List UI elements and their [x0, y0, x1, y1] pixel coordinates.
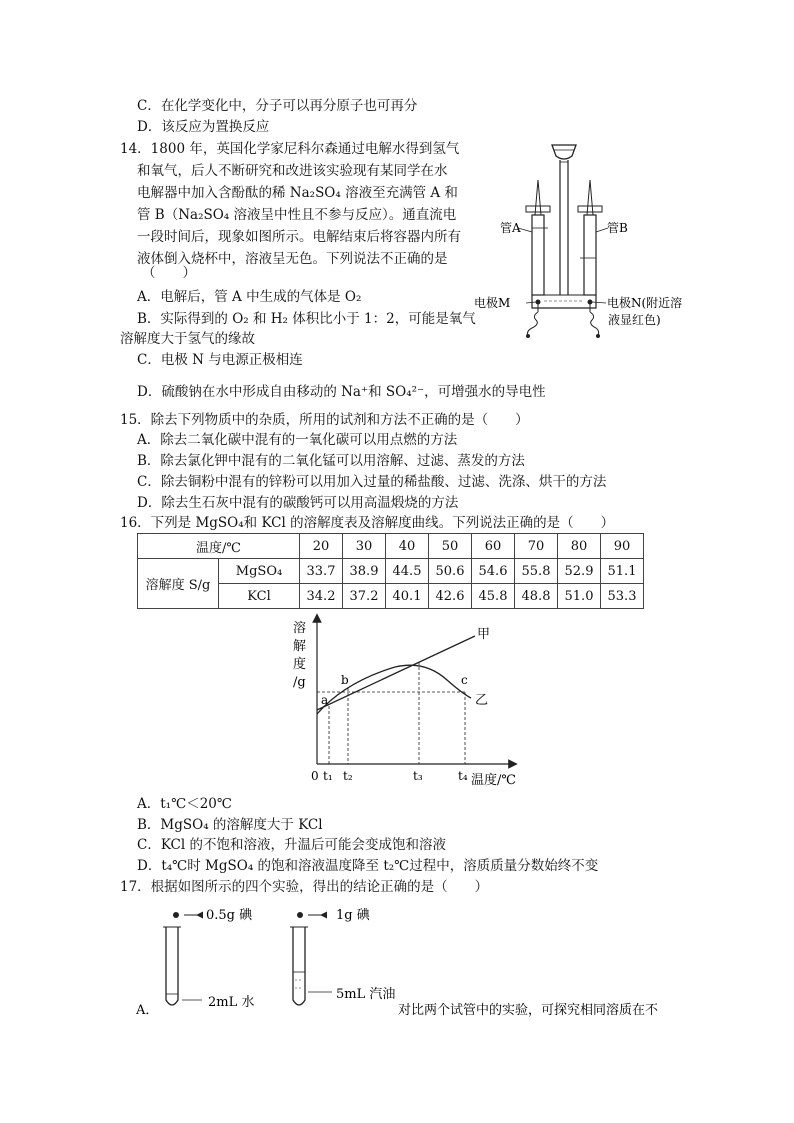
table-temp: 90 — [601, 534, 644, 559]
tube2-bottom-label: 5mL 汽油 — [336, 987, 396, 1002]
table-cell: 42.6 — [429, 584, 472, 609]
table-temp: 50 — [429, 534, 472, 559]
table-solubility-label: 溶解度 S/g — [138, 559, 219, 609]
table-temp: 20 — [300, 534, 343, 559]
q16-option-a: A．t₁℃＜20℃ — [137, 796, 232, 812]
tick-t2: t₂ — [343, 769, 353, 783]
tick-t3: t₃ — [413, 769, 423, 783]
table-temp: 60 — [472, 534, 515, 559]
q15-option-b: B．除去氯化钾中混有的二氧化锰可以用溶解、过滤、蒸发的方法 — [137, 453, 525, 469]
q14-option-b: B．实际得到的 O₂ 和 H₂ 体积比小于 1：2，可能是氧气 — [137, 311, 476, 327]
q14-line3: 电解器中加入含酚酞的稀 Na₂SO₄ 溶液至充满管 A 和 — [137, 185, 458, 201]
graph-ylabel: 溶 — [293, 621, 307, 636]
table-cell: 48.8 — [515, 584, 558, 609]
table-cell: 37.2 — [343, 584, 386, 609]
electrolysis-apparatus-figure — [470, 140, 700, 345]
option-c: C．在化学变化中，分子可以再分原子也可再分 — [137, 98, 418, 114]
table-cell: 51.1 — [601, 559, 644, 584]
tick-t1: t₁ — [323, 769, 333, 783]
q15-option-d: D．除去生石灰中混有的碳酸钙可以用高温煅烧的方法 — [137, 495, 459, 511]
q14-option-c: C．电极 N 与电源正极相连 — [137, 352, 303, 368]
table-cell: 44.5 — [386, 559, 429, 584]
table-cell: 54.6 — [472, 559, 515, 584]
q14-line5: 一段时间后，现象如图所示。电解结束后将容器内所有 — [137, 229, 461, 245]
table-cell: 40.1 — [386, 584, 429, 609]
q17-stem: 17．根据如图所示的四个实验，得出的结论正确的是（ ） — [120, 879, 489, 895]
label-electrode-n-cont: 液显红色) — [608, 313, 661, 327]
table-cell: 33.7 — [300, 559, 343, 584]
graph-xlabel: 温度/℃ — [471, 773, 516, 788]
q14-line4: 管 B（Na₂SO₄ 溶液呈中性且不参与反应）。通直流电 — [137, 207, 457, 223]
table-cell: 38.9 — [343, 559, 386, 584]
point-b: b — [341, 673, 349, 687]
tube2-top-label: 1g 碘 — [336, 908, 370, 923]
tick-t4: t₄ — [458, 769, 468, 783]
solubility-curve-graph — [285, 612, 525, 792]
q14-option-a: A．电解后，管 A 中生成的气体是 O₂ — [137, 289, 362, 305]
graph-ylabel: 度 — [293, 657, 307, 672]
q14-line6: 液体倒入烧杯中，溶液呈无色。下列说法不正确的是 — [137, 251, 448, 267]
table-row-name: MgSO₄ — [219, 559, 300, 584]
table-cell: 45.8 — [472, 584, 515, 609]
table-cell: 52.9 — [558, 559, 601, 584]
table-temp: 30 — [343, 534, 386, 559]
table-cell: 53.3 — [601, 584, 644, 609]
q15-option-c: C．除去铜粉中混有的锌粉可以用加入过量的稀盐酸、过滤、洗涤、烘干的方法 — [137, 474, 607, 490]
q16-option-d: D．t₄℃时 MgSO₄ 的饱和溶液温度降至 t₂℃过程中，溶质质量分数始终不变 — [137, 858, 599, 874]
label-jia: 甲 — [477, 627, 491, 642]
table-temp: 40 — [386, 534, 429, 559]
q15-option-a: A．除去二氧化碳中混有的一氧化碳可以用点燃的方法 — [137, 432, 458, 448]
graph-ylabel: /g — [293, 675, 306, 690]
q14-line2: 和氧气，后人不断研究和改进该实验现有某同学在水 — [137, 163, 448, 179]
table-cell: 51.0 — [558, 584, 601, 609]
q15-stem: 15．除去下列物质中的杂质，所用的试剂和方法不正确的是（ ） — [120, 412, 529, 428]
q14-option-d: D．硫酸钠在水中形成自由移动的 Na⁺和 SO₄²⁻，可增强水的导电性 — [137, 384, 546, 400]
table-cell: 55.8 — [515, 559, 558, 584]
q14-line1: 14．1800 年，英国化学家尼科尔森通过电解水得到氢气 — [120, 141, 460, 157]
option-d: D．该反应为置换反应 — [137, 119, 270, 135]
test-tubes-figure — [130, 900, 690, 1030]
option-a-text: 对比两个试管中的实验，可探究相同溶质在不 — [398, 1003, 659, 1018]
point-c: c — [461, 673, 468, 687]
tube1-bottom-label: 2mL 水 — [208, 995, 255, 1010]
q16-option-b: B．MgSO₄ 的溶解度大于 KCl — [137, 817, 323, 833]
graph-ylabel: 解 — [293, 639, 307, 654]
table-temp-header: 温度/℃ — [138, 534, 300, 559]
q16-option-c: C．KCl 的不饱和溶液，升温后可能会变成饱和溶液 — [137, 837, 446, 853]
table-temp: 70 — [515, 534, 558, 559]
option-a-label: A． — [136, 1003, 159, 1018]
tick-origin: 0 — [311, 769, 319, 783]
solubility-table — [137, 533, 644, 609]
label-electrode-n: 电极N(附近溶 — [607, 296, 683, 310]
point-a: a — [321, 693, 329, 707]
label-electrode-m: 电极M — [474, 296, 511, 310]
tube1-top-label: 0.5g 碘 — [206, 908, 253, 923]
table-cell: 50.6 — [429, 559, 472, 584]
label-tube-b: 管B — [607, 221, 628, 235]
q14-answer-paren: （ ） — [142, 265, 196, 281]
q14-option-b-cont: 溶解度大于氢气的缘故 — [120, 331, 255, 347]
table-cell: 34.2 — [300, 584, 343, 609]
q16-stem: 16．下列是 MgSO₄和 KCl 的溶解度表及溶解度曲线。下列说法正确的是（ ） — [120, 515, 615, 531]
label-yi: 乙 — [475, 693, 489, 708]
table-row-name: KCl — [219, 584, 300, 609]
label-tube-a: 管A — [500, 221, 521, 235]
table-temp: 80 — [558, 534, 601, 559]
